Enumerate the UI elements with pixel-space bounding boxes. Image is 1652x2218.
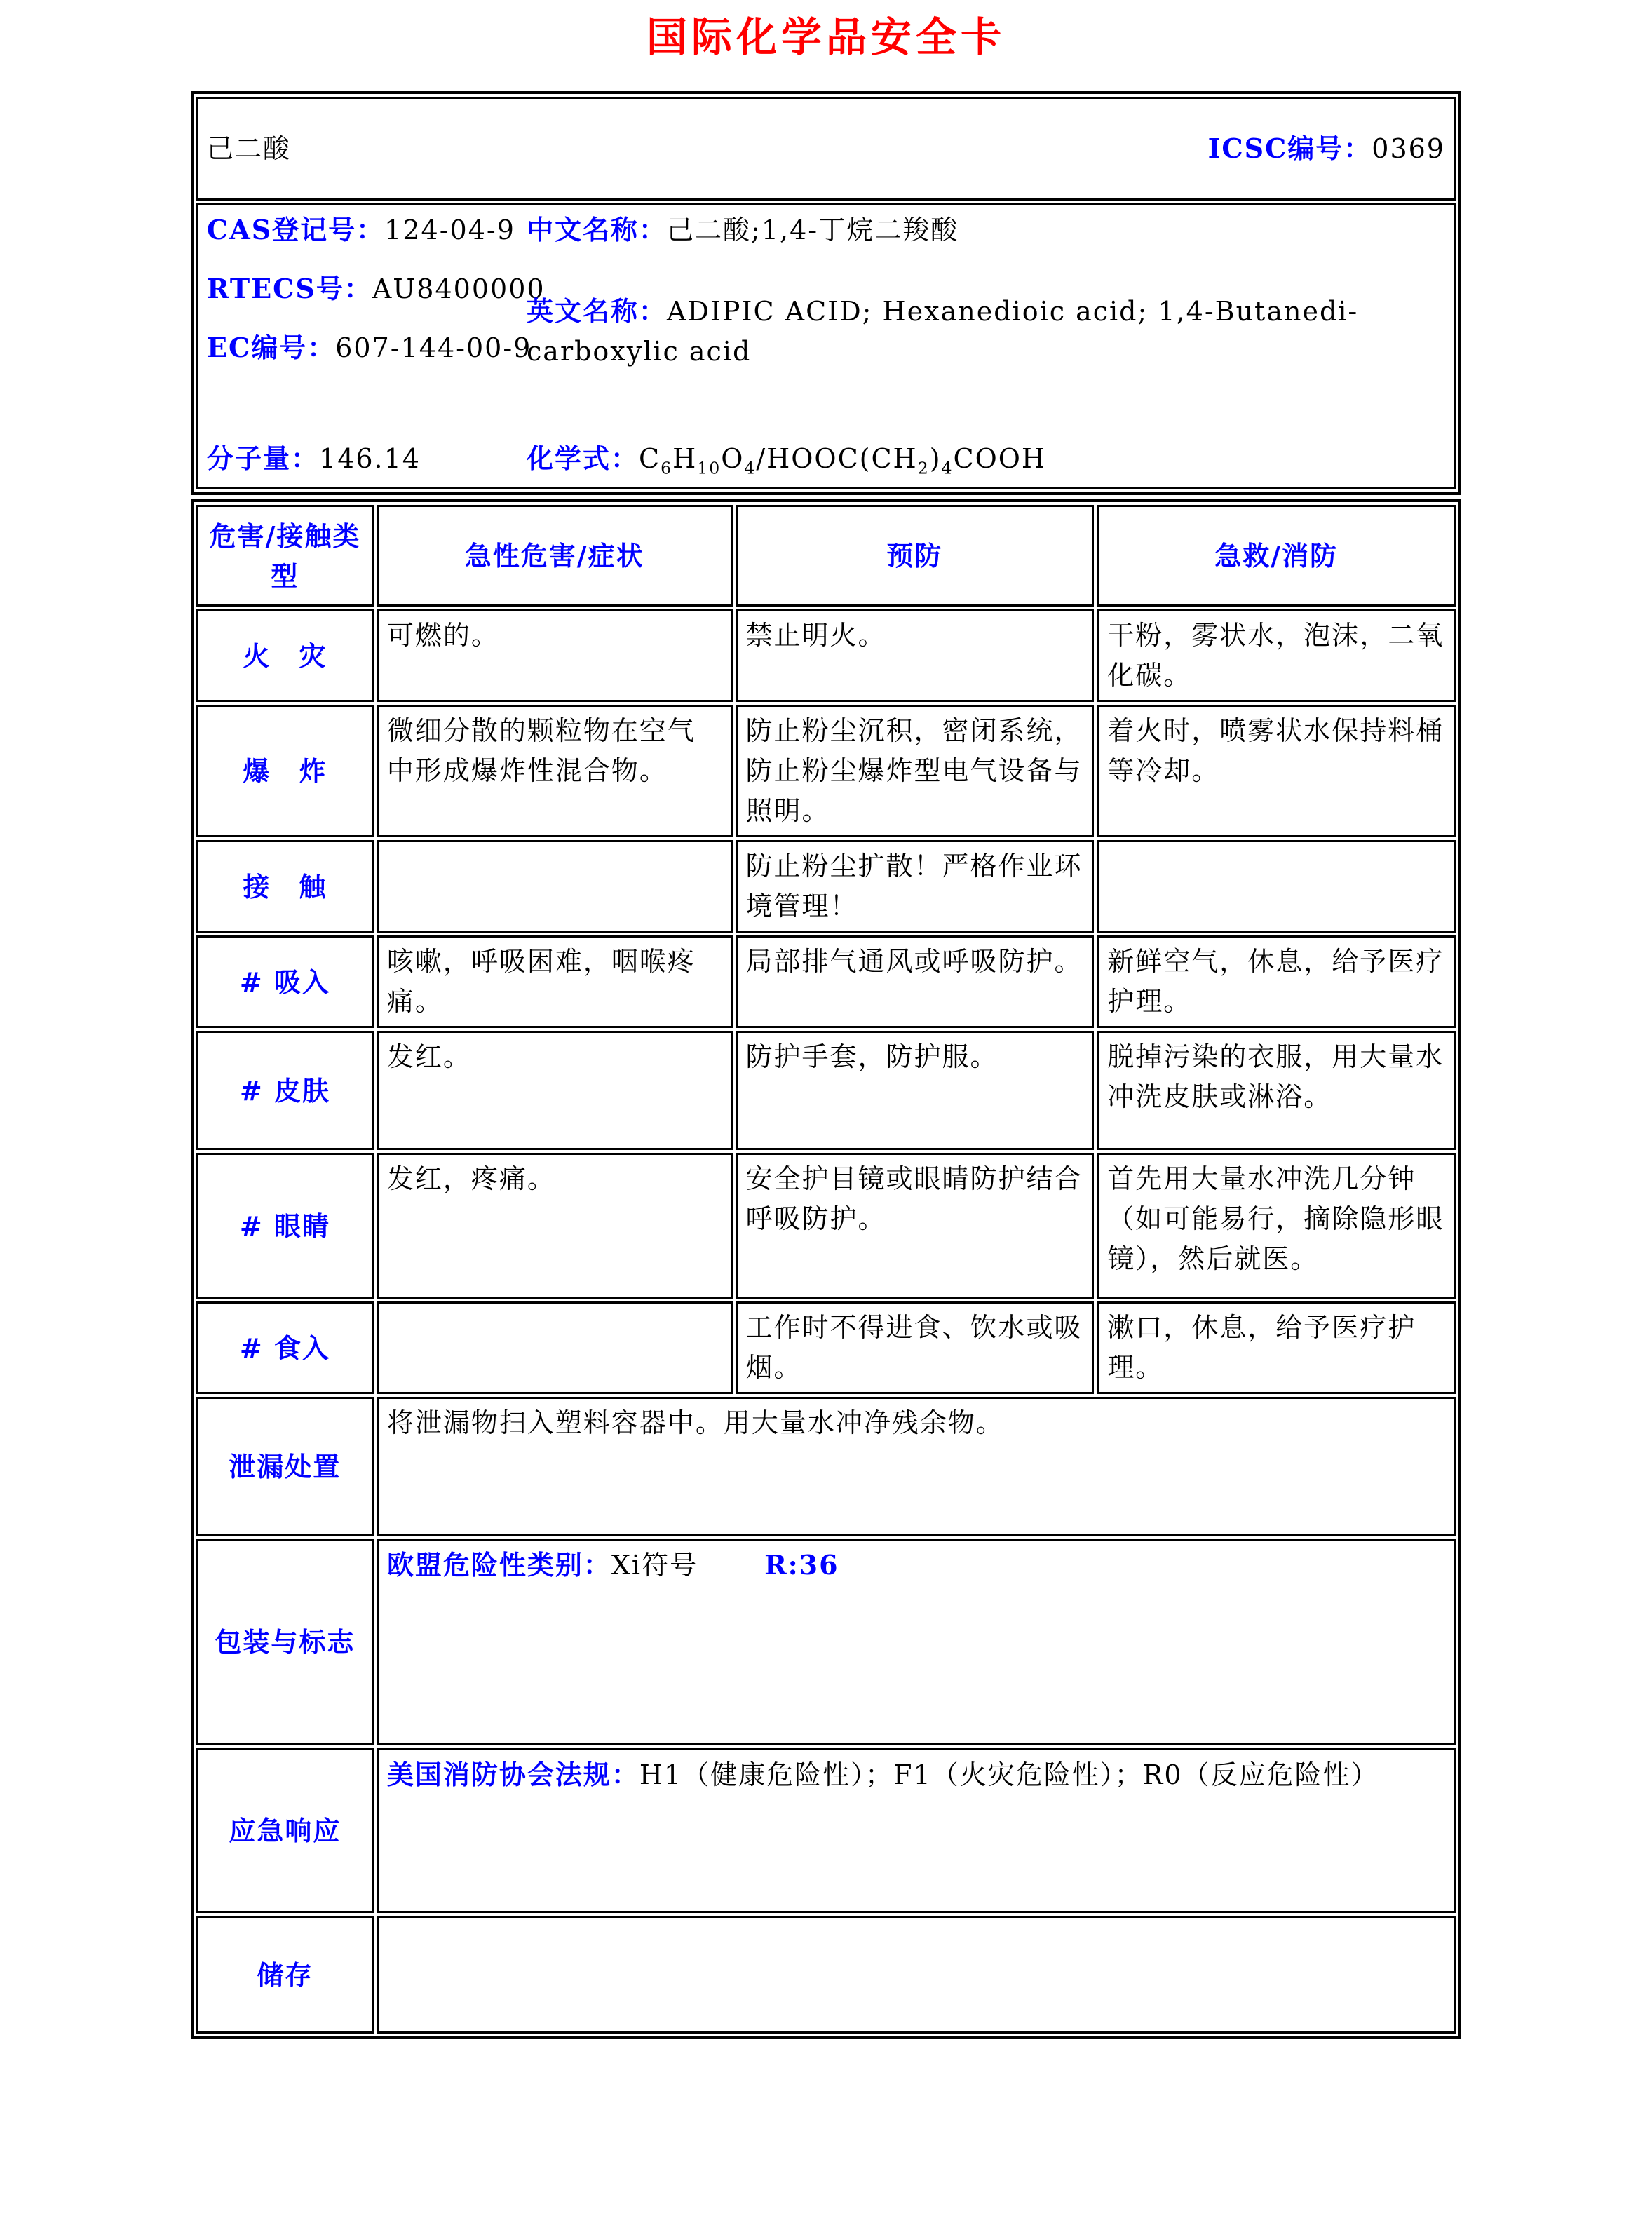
row-label-fire: 火 灾 [196,609,374,702]
name-row-cell [196,97,1456,201]
skin-firstaid: 脱掉污染的衣服，用大量水冲洗皮肤或淋浴。 [1097,1031,1456,1150]
emergency-response-cell [377,1748,1456,1913]
fire-firstaid: 干粉，雾状水，泡沫，二氧化碳。 [1097,609,1456,702]
eu-hazard-class-value: Xi符号 [611,1550,698,1581]
ingestion-symptom [377,1301,733,1394]
chemical-formula-label: 化学式： [527,442,639,474]
inhalation-symptom: 咳嗽，呼吸困难，咽喉疼痛。 [377,935,733,1028]
ec-number-line [207,327,532,368]
contact-firstaid [1097,840,1456,933]
skin-symptom: 发红。 [377,1031,733,1150]
storage-cell [377,1916,1456,2034]
english-name-value: ADIPIC ACID; Hexanedioic acid; 1,4-Butanedi-carboxylic acid [527,296,1359,367]
row-label-packaging-labelling: 包装与标志 [196,1539,374,1745]
row-label-contact: 接 触 [196,840,374,933]
chinese-name-value: 己二酸;1,4-丁烷二羧酸 [667,215,959,245]
table-row-spill-disposal [196,1397,1456,1536]
chemical-formula: $C_6H_{10}O_4/HOOC(CH_2)_4COOH$ [639,443,1047,478]
cas-number-value: 124-04-9 [384,215,515,245]
table-row-eyes [196,1153,1456,1299]
table-row-packaging-labelling [196,1539,1456,1745]
molecular-weight-label: 分子量： [207,442,320,474]
contact-symptom [377,840,733,933]
ec-number-value: 607-144-00-9 [335,332,532,363]
table-row-storage [196,1916,1456,2034]
explosion-firstaid: 着火时，喷雾状水保持料桶等冷却。 [1097,705,1456,837]
skin-prevention: 防护手套，防护服。 [736,1031,1095,1150]
table-row-explosion [196,705,1456,837]
nfpa-code-label: 美国消防协会法规： [386,1759,639,1790]
hazard-table [191,499,1461,2039]
nfpa-code-value: H1（健康危险性）；F1（火灾危险性）；R0（反应危险性） [639,1759,1379,1790]
table-row-fire [196,609,1456,702]
explosion-prevention: 防止粉尘沉积，密闭系统，防止粉尘爆炸型电气设备与照明。 [736,705,1095,837]
registry-numbers-block [207,210,546,386]
eyes-prevention: 安全护目镜或眼睛防护结合呼吸防护。 [736,1153,1095,1299]
chinese-name-line [527,210,1445,250]
header-firstaid-firefighting: 急救/消防 [1097,505,1456,607]
cas-number-line [207,210,522,250]
row-label-explosion: 爆 炸 [196,705,374,837]
table-row-inhalation [196,935,1456,1028]
table-row-ingestion [196,1301,1456,1394]
header-hazard-type: 危害/接触类型 [196,505,374,607]
fire-symptom: 可燃的。 [377,609,733,702]
row-label-skin: # 皮肤 [196,1031,374,1150]
chemical-formula-line [527,438,1445,479]
inhalation-firstaid: 新鲜空气，休息，给予医疗护理。 [1097,935,1456,1028]
inhalation-prevention: 局部排气通风或呼吸防护。 [736,935,1095,1028]
eyes-symptom: 发红，疼痛。 [377,1153,733,1299]
molecular-weight-line [207,438,522,479]
table-row-contact [196,840,1456,933]
table-row-emergency-response [196,1748,1456,1913]
fire-prevention: 禁止明火。 [736,609,1095,702]
eyes-firstaid: 首先用大量水冲洗几分钟（如可能易行，摘除隐形眼镜），然后就医。 [1097,1153,1456,1299]
row-label-eyes: # 眼睛 [196,1153,374,1299]
rtecs-number-label: RTECS号： [207,273,372,304]
row-label-storage: 储存 [196,1916,374,2034]
chemical-names-block [527,210,1445,386]
header-prevention: 预防 [736,505,1095,607]
eu-r-phrase: R:36 [764,1549,839,1581]
page-title: 国际化学品安全卡 [646,13,1006,61]
spill-disposal-text: 将泄漏物扫入塑料容器中。用大量水冲净残余物。 [377,1397,1456,1536]
chemical-name: 己二酸 [207,133,292,164]
row-label-spill-disposal: 泄漏处置 [196,1397,374,1536]
cas-number-label: CAS登记号： [207,214,385,245]
ingestion-firstaid: 漱口，休息，给予医疗护理。 [1097,1301,1456,1394]
row-label-emergency-response: 应急响应 [196,1748,374,1913]
eu-hazard-class-label: 欧盟危险性类别： [386,1549,611,1581]
card-header-table [191,91,1461,495]
identifiers-cell [196,203,1456,489]
hazard-table-header-row [196,505,1456,607]
english-name-label: 英文名称： [527,295,668,327]
molecular-weight-value: 146.14 [319,443,421,474]
icsc-number-value: 0369 [1372,133,1445,164]
row-label-inhalation: # 吸入 [196,935,374,1028]
explosion-symptom: 微细分散的颗粒物在空气中形成爆炸性混合物。 [377,705,733,837]
icsc-number-label: ICSC编号： [1207,133,1372,164]
ec-number-label: EC编号： [207,332,336,363]
icsc-number-group [1208,128,1445,169]
ingestion-prevention: 工作时不得进食、饮水或吸烟。 [736,1301,1095,1394]
table-row-skin [196,1031,1456,1150]
contact-prevention: 防止粉尘扩散！严格作业环境管理！ [736,840,1095,933]
rtecs-number-value: AU8400000 [372,273,546,304]
packaging-labelling-cell [377,1539,1456,1745]
row-label-ingestion: # 食入 [196,1301,374,1394]
english-name-line [527,291,1445,372]
chinese-name-label: 中文名称： [527,214,668,245]
rtecs-number-line [207,269,546,309]
header-acute-symptoms: 急性危害/症状 [377,505,733,607]
